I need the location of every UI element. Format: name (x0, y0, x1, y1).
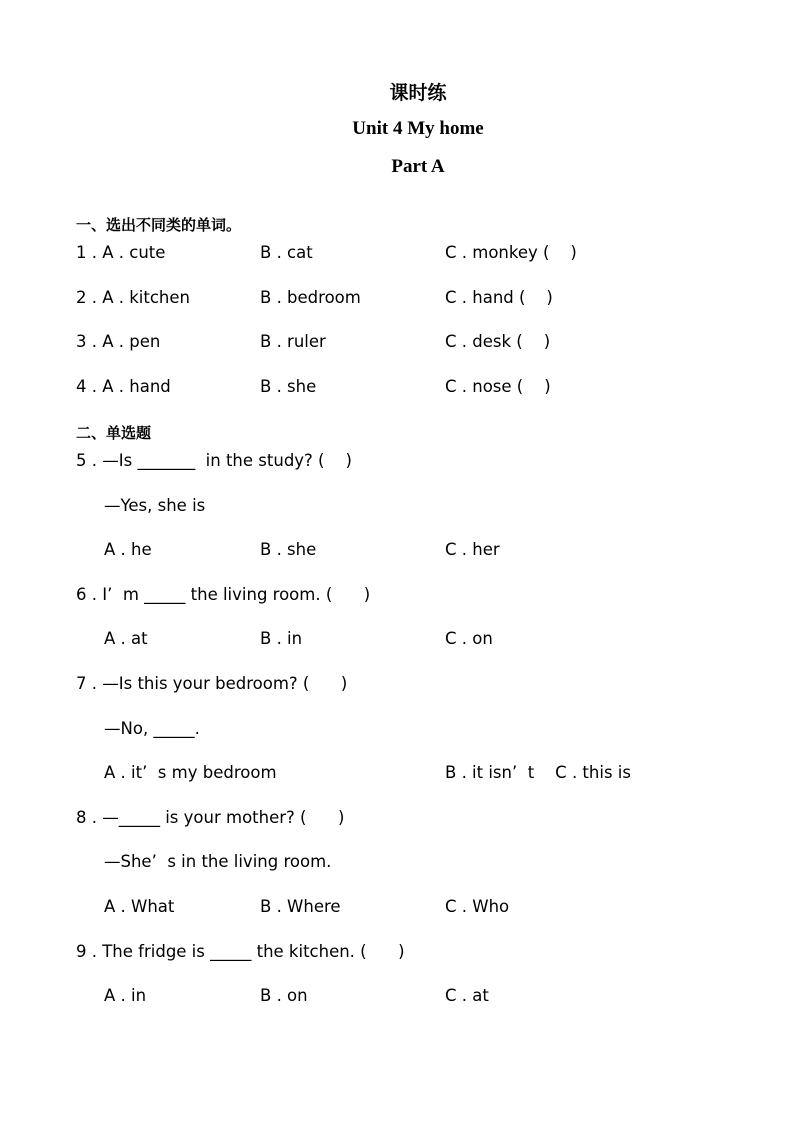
q6-option-c: C . on (445, 629, 493, 648)
q3-option-a: 3 . A . pen (76, 332, 161, 351)
q8-stem: 8 . —_____ is your mother? ( ) (76, 808, 345, 827)
q6-stem: 6 . I’ m _____ the living room. ( ) (76, 585, 371, 604)
q8-option-b: B . Where (260, 897, 341, 916)
q4-option-c: C . nose ( ) (445, 377, 551, 396)
q7-option-b-c: B . it isn’ t C . this is (445, 763, 631, 782)
q2-option-a: 2 . A . kitchen (76, 288, 191, 307)
q5-option-a: A . he (104, 540, 152, 559)
q1-option-a: 1 . A . cute (76, 243, 166, 262)
q9-option-c: C . at (445, 986, 489, 1005)
q9-option-a: A . in (104, 986, 147, 1005)
q7-stem: 7 . —Is this your bedroom? ( ) (76, 674, 348, 693)
unit-title: Unit 4 My home (352, 118, 484, 139)
q8-option-c: C . Who (445, 897, 510, 916)
section-heading-1: 一、选出不同类的单词。 (76, 216, 242, 234)
q6-option-a: A . at (104, 629, 148, 648)
q4-option-a: 4 . A . hand (76, 377, 171, 396)
section-heading-2: 二、单选题 (76, 424, 152, 442)
q5-stem: 5 . —Is _______ in the study? ( ) (76, 451, 352, 470)
part-title: Part A (391, 156, 445, 177)
q2-option-c: C . hand ( ) (445, 288, 553, 307)
q2-option-b: B . bedroom (260, 288, 361, 307)
q7-option-a: A . it’ s my bedroom (104, 763, 277, 782)
q9-stem: 9 . The fridge is _____ the kitchen. ( ) (76, 942, 405, 961)
page-title-chinese: 课时练 (389, 82, 447, 104)
q5-reply: —Yes, she is (104, 496, 206, 515)
q5-option-c: C . her (445, 540, 500, 559)
q3-option-c: C . desk ( ) (445, 332, 551, 351)
q4-option-b: B . she (260, 377, 317, 396)
q5-option-b: B . she (260, 540, 317, 559)
q1-option-c: C . monkey ( ) (445, 243, 577, 262)
q1-option-b: B . cat (260, 243, 313, 262)
q3-option-b: B . ruler (260, 332, 326, 351)
q9-option-b: B . on (260, 986, 308, 1005)
q8-option-a: A . What (104, 897, 175, 916)
q8-reply: —She’ s in the living room. (104, 852, 332, 871)
q7-reply: —No, _____. (104, 719, 200, 738)
q6-option-b: B . in (260, 629, 303, 648)
